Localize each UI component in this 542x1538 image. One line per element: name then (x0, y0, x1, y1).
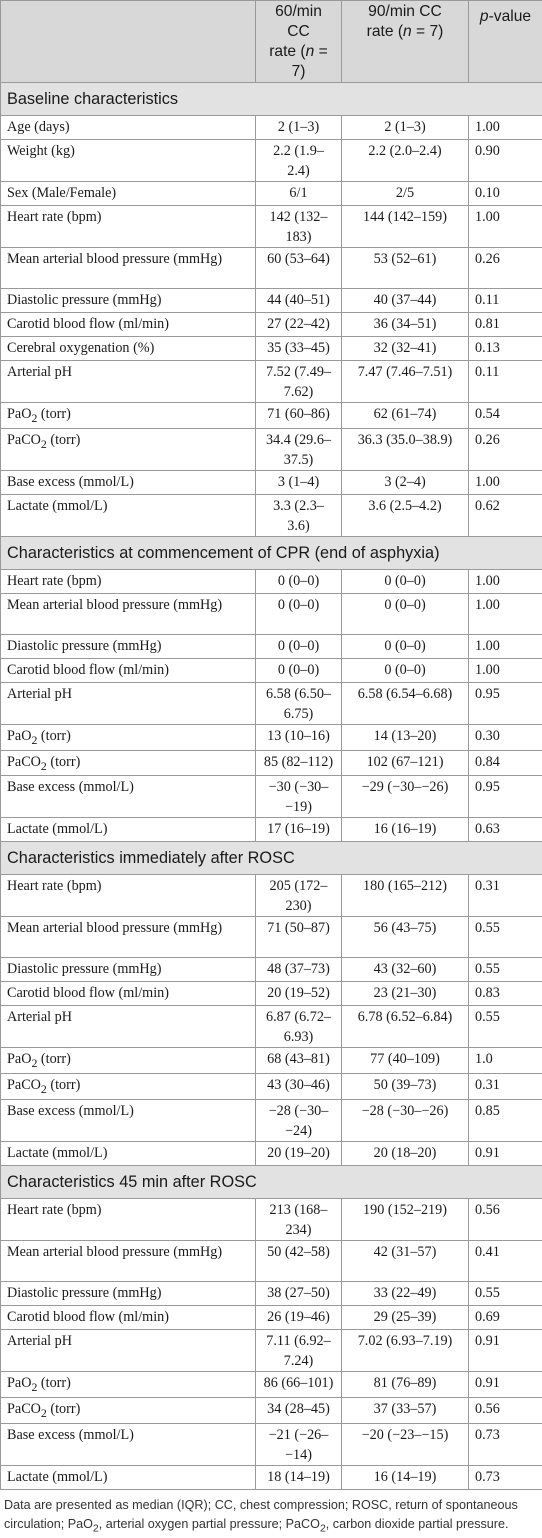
table-row (1, 1372, 542, 1398)
row-label: Lactate (mmol/L) (1, 1142, 256, 1166)
row-label: Lactate (mmol/L) (1, 1465, 256, 1489)
table-row (1, 289, 542, 313)
table-row (1, 140, 542, 182)
cell-60min: 17 (16–19) (256, 818, 342, 842)
table-body (1, 83, 542, 1490)
row-label: Carotid blood flow (ml/min) (1, 313, 256, 337)
cell-90min: 36 (34–51) (342, 313, 469, 337)
header-60min-n: n (306, 43, 315, 60)
cell-90min: 6.58 (6.54–6.68) (342, 682, 469, 724)
row-label: Weight (kg) (1, 140, 256, 182)
header-60min-line1: 60/min CC (275, 3, 322, 40)
cell-90min: 23 (21–30) (342, 982, 469, 1006)
cell-60min: 7.11 (6.92–7.24) (256, 1330, 342, 1372)
table-row (1, 875, 542, 917)
row-label-text: PaO (7, 1375, 31, 1391)
table-row (1, 206, 542, 248)
cell-60min: 34 (28–45) (256, 1397, 342, 1423)
row-label: Diastolic pressure (mmHg) (1, 289, 256, 313)
cell-pvalue: 1.00 (469, 116, 542, 140)
cell-60min: 60 (53–64) (256, 248, 342, 289)
row-label-subscript: 2 (41, 1406, 47, 1420)
cell-pvalue: 1.00 (469, 658, 542, 682)
cell-60min: 20 (19–20) (256, 1142, 342, 1166)
cell-pvalue: 0.73 (469, 1465, 542, 1489)
cell-90min: 2 (1–3) (342, 116, 469, 140)
cell-pvalue: 1.0 (469, 1048, 542, 1074)
header-pvalue-p: p (480, 8, 489, 25)
row-label: Arterial pH (1, 682, 256, 724)
cell-90min: 29 (25–39) (342, 1306, 469, 1330)
row-label-unit: (torr) (47, 432, 80, 448)
table-row (1, 116, 542, 140)
cell-pvalue: 0.55 (469, 1006, 542, 1048)
table-footnote (0, 1490, 542, 1538)
cell-90min: 40 (37–44) (342, 289, 469, 313)
footnote-sub1: 2 (93, 1522, 99, 1534)
table-row (1, 982, 542, 1006)
cell-90min: 37 (33–57) (342, 1397, 469, 1423)
table-row (1, 1330, 542, 1372)
cell-60min: 48 (37–73) (256, 958, 342, 982)
row-label: Arterial pH (1, 1330, 256, 1372)
cell-pvalue: 0.41 (469, 1241, 542, 1282)
cell-90min: 16 (14–19) (342, 1465, 469, 1489)
section-title: Characteristics 45 min after ROSC (1, 1166, 542, 1199)
row-label: Cerebral oxygenation (%) (1, 337, 256, 361)
row-label: Diastolic pressure (mmHg) (1, 958, 256, 982)
cell-pvalue: 0.56 (469, 1397, 542, 1423)
cell-60min: 71 (60–86) (256, 403, 342, 429)
table-row (1, 682, 542, 724)
row-label-unit: (torr) (47, 1077, 80, 1093)
header-90min-line2-pre: rate ( (367, 23, 403, 40)
row-label-unit: (torr) (47, 754, 80, 770)
cell-pvalue: 0.56 (469, 1199, 542, 1241)
row-label-unit: (torr) (37, 406, 70, 422)
row-label (1, 724, 256, 750)
row-label: Lactate (mmol/L) (1, 818, 256, 842)
row-label: Mean arterial blood pressure (mmHg) (1, 917, 256, 958)
cell-90min: 6.78 (6.52–6.84) (342, 1006, 469, 1048)
row-label (1, 1074, 256, 1100)
section-title: Characteristics immediately after ROSC (1, 842, 542, 875)
table-row (1, 1074, 542, 1100)
cell-90min: −28 (−30–−26) (342, 1100, 469, 1142)
cell-90min: 53 (52–61) (342, 248, 469, 289)
cell-60min: 7.52 (7.49–7.62) (256, 361, 342, 403)
cell-90min: 0 (0–0) (342, 634, 469, 658)
table-row (1, 1397, 542, 1423)
row-label: Lactate (mmol/L) (1, 494, 256, 536)
row-label (1, 750, 256, 776)
cell-pvalue: 0.91 (469, 1372, 542, 1398)
cell-90min: 62 (61–74) (342, 403, 469, 429)
header-90min-n: n (403, 23, 412, 40)
cell-60min: 20 (19–52) (256, 982, 342, 1006)
cell-pvalue: 0.81 (469, 313, 542, 337)
cell-pvalue: 0.73 (469, 1423, 542, 1465)
table-row (1, 494, 542, 536)
cell-pvalue: 0.55 (469, 958, 542, 982)
cell-90min: 7.02 (6.93–7.19) (342, 1330, 469, 1372)
row-label-text: PaO (7, 406, 31, 422)
cell-pvalue: 0.85 (469, 1100, 542, 1142)
cell-pvalue: 0.91 (469, 1142, 542, 1166)
row-label-subscript: 2 (41, 437, 47, 451)
row-label-unit: (torr) (37, 1051, 70, 1067)
cell-60min: −30 (−30–−19) (256, 776, 342, 818)
cell-60min: 43 (30–46) (256, 1074, 342, 1100)
table-row (1, 1199, 542, 1241)
table-row (1, 776, 542, 818)
table-row (1, 658, 542, 682)
table-row (1, 1465, 542, 1489)
table-row (1, 1006, 542, 1048)
cell-pvalue: 0.90 (469, 140, 542, 182)
header-empty-cell (1, 1, 256, 83)
cell-pvalue: 1.00 (469, 569, 542, 593)
row-label: Arterial pH (1, 361, 256, 403)
table-row (1, 634, 542, 658)
row-label: Age (days) (1, 116, 256, 140)
row-label (1, 428, 256, 470)
row-label-subscript: 2 (41, 1082, 47, 1096)
row-label: Base excess (mmol/L) (1, 1423, 256, 1465)
header-row (1, 1, 542, 83)
cell-60min: 26 (19–46) (256, 1306, 342, 1330)
row-label: Diastolic pressure (mmHg) (1, 634, 256, 658)
table-row (1, 593, 542, 634)
cell-60min: 85 (82–112) (256, 750, 342, 776)
row-label-unit: (torr) (37, 1375, 70, 1391)
header-90min-group (342, 1, 469, 83)
cell-60min: 27 (22–42) (256, 313, 342, 337)
cell-90min: 2/5 (342, 182, 469, 206)
header-90min-line1: 90/min CC (368, 3, 442, 20)
cell-60min: 34.4 (29.6–37.5) (256, 428, 342, 470)
table-row (1, 1282, 542, 1306)
cell-60min: 0 (0–0) (256, 569, 342, 593)
cell-pvalue: 1.00 (469, 634, 542, 658)
row-label: Sex (Male/Female) (1, 182, 256, 206)
cell-90min: 0 (0–0) (342, 569, 469, 593)
table-row (1, 724, 542, 750)
cell-pvalue: 0.26 (469, 428, 542, 470)
cell-90min: 144 (142–159) (342, 206, 469, 248)
row-label: Carotid blood flow (ml/min) (1, 982, 256, 1006)
cell-pvalue: 0.54 (469, 403, 542, 429)
cell-pvalue: 0.62 (469, 494, 542, 536)
cell-90min: 36.3 (35.0–38.9) (342, 428, 469, 470)
cell-90min: 3 (2–4) (342, 470, 469, 494)
footnote-part1: Data are presented as median (IQR); CC, chest compression; ROSC, return of spontaneous circulation; PaO (4, 1498, 518, 1531)
table-row (1, 1306, 542, 1330)
cell-60min: 213 (168–234) (256, 1199, 342, 1241)
row-label: Diastolic pressure (mmHg) (1, 1282, 256, 1306)
row-label: Base excess (mmol/L) (1, 1100, 256, 1142)
cell-90min: 77 (40–109) (342, 1048, 469, 1074)
cell-90min: 102 (67–121) (342, 750, 469, 776)
header-60min-line2-post: = 7) (292, 43, 328, 80)
cell-pvalue: 0.26 (469, 248, 542, 289)
cell-pvalue: 0.31 (469, 1074, 542, 1100)
footnote-sub2: 2 (320, 1522, 326, 1534)
cell-60min: 50 (42–58) (256, 1241, 342, 1282)
row-label: Base excess (mmol/L) (1, 470, 256, 494)
cell-pvalue: 0.55 (469, 917, 542, 958)
row-label (1, 1397, 256, 1423)
cell-pvalue: 0.83 (469, 982, 542, 1006)
cell-90min: 20 (18–20) (342, 1142, 469, 1166)
table-row (1, 361, 542, 403)
cell-90min: 7.47 (7.46–7.51) (342, 361, 469, 403)
row-label: Heart rate (bpm) (1, 1199, 256, 1241)
row-label-subscript: 2 (31, 1056, 37, 1070)
table-row (1, 470, 542, 494)
table-row (1, 337, 542, 361)
footnote-part2: , arterial oxygen partial pressure; PaCO (99, 1517, 320, 1531)
cell-pvalue: 0.13 (469, 337, 542, 361)
row-label-subscript: 2 (41, 758, 47, 772)
table-row (1, 428, 542, 470)
table-row (1, 403, 542, 429)
cell-pvalue: 0.31 (469, 875, 542, 917)
table-row (1, 1423, 542, 1465)
cell-pvalue: 1.00 (469, 593, 542, 634)
cell-pvalue: 0.11 (469, 361, 542, 403)
cell-60min: 13 (10–16) (256, 724, 342, 750)
footnote-part3: , carbon dioxide partial pressure. (326, 1517, 509, 1531)
cell-60min: 142 (132–183) (256, 206, 342, 248)
section-header-row (1, 1166, 542, 1199)
cell-90min: 42 (31–57) (342, 1241, 469, 1282)
cell-60min: 71 (50–87) (256, 917, 342, 958)
row-label-text: PaO (7, 728, 31, 744)
cell-90min: 14 (13–20) (342, 724, 469, 750)
table-row (1, 248, 542, 289)
cell-pvalue: 0.63 (469, 818, 542, 842)
table-row (1, 1142, 542, 1166)
section-header-row (1, 536, 542, 569)
table-row (1, 1100, 542, 1142)
row-label: Mean arterial blood pressure (mmHg) (1, 248, 256, 289)
row-label (1, 1048, 256, 1074)
row-label-subscript: 2 (31, 411, 37, 425)
cell-60min: 3.3 (2.3–3.6) (256, 494, 342, 536)
section-title: Baseline characteristics (1, 83, 542, 116)
cell-90min: 3.6 (2.5–4.2) (342, 494, 469, 536)
table-row (1, 182, 542, 206)
cell-60min: 6/1 (256, 182, 342, 206)
cell-60min: 2 (1–3) (256, 116, 342, 140)
cell-pvalue: 0.69 (469, 1306, 542, 1330)
cell-pvalue: 0.10 (469, 182, 542, 206)
cell-60min: −28 (−30–−24) (256, 1100, 342, 1142)
table-header (1, 1, 542, 83)
cell-60min: −21 (−26–−14) (256, 1423, 342, 1465)
row-label: Heart rate (bpm) (1, 569, 256, 593)
section-header-row (1, 842, 542, 875)
cell-60min: 0 (0–0) (256, 658, 342, 682)
cell-90min: 0 (0–0) (342, 658, 469, 682)
cell-60min: 68 (43–81) (256, 1048, 342, 1074)
cell-60min: 6.87 (6.72–6.93) (256, 1006, 342, 1048)
cell-90min: 190 (152–219) (342, 1199, 469, 1241)
header-90min-line2-post: = 7) (412, 23, 444, 40)
row-label-subscript: 2 (31, 733, 37, 747)
row-label-text: PaO (7, 1051, 31, 1067)
row-label: Heart rate (bpm) (1, 875, 256, 917)
cell-pvalue: 0.91 (469, 1330, 542, 1372)
cell-90min: 43 (32–60) (342, 958, 469, 982)
table-row (1, 750, 542, 776)
cell-60min: 38 (27–50) (256, 1282, 342, 1306)
cell-90min: 16 (16–19) (342, 818, 469, 842)
table-row (1, 569, 542, 593)
row-label-text: PaCO (7, 754, 41, 770)
cell-60min: 0 (0–0) (256, 634, 342, 658)
cell-90min: −29 (−30–−26) (342, 776, 469, 818)
row-label-subscript: 2 (31, 1380, 37, 1394)
cell-60min: 44 (40–51) (256, 289, 342, 313)
row-label-text: PaCO (7, 1401, 41, 1417)
row-label-unit: (torr) (37, 728, 70, 744)
cell-pvalue: 0.95 (469, 682, 542, 724)
row-label (1, 1372, 256, 1398)
cell-60min: 6.58 (6.50–6.75) (256, 682, 342, 724)
header-60min-group (256, 1, 342, 83)
cell-90min: 56 (43–75) (342, 917, 469, 958)
cell-pvalue: 0.11 (469, 289, 542, 313)
row-label (1, 403, 256, 429)
row-label: Carotid blood flow (ml/min) (1, 1306, 256, 1330)
cell-pvalue: 1.00 (469, 206, 542, 248)
row-label: Heart rate (bpm) (1, 206, 256, 248)
row-label: Mean arterial blood pressure (mmHg) (1, 1241, 256, 1282)
row-label: Arterial pH (1, 1006, 256, 1048)
row-label-text: PaCO (7, 432, 41, 448)
header-pvalue (469, 1, 542, 83)
cell-pvalue: 0.55 (469, 1282, 542, 1306)
cell-90min: 180 (165–212) (342, 875, 469, 917)
table-row (1, 818, 542, 842)
row-label: Base excess (mmol/L) (1, 776, 256, 818)
cell-90min: 33 (22–49) (342, 1282, 469, 1306)
cell-90min: 50 (39–73) (342, 1074, 469, 1100)
table-row (1, 958, 542, 982)
section-title: Characteristics at commencement of CPR (end of asphyxia) (1, 536, 542, 569)
cell-60min: 35 (33–45) (256, 337, 342, 361)
row-label-text: PaCO (7, 1077, 41, 1093)
cell-60min: 0 (0–0) (256, 593, 342, 634)
cell-90min: 32 (32–41) (342, 337, 469, 361)
cell-90min: −20 (−23–−15) (342, 1423, 469, 1465)
table-row (1, 1241, 542, 1282)
table-row (1, 917, 542, 958)
cell-90min: 81 (76–89) (342, 1372, 469, 1398)
cell-90min: 2.2 (2.0–2.4) (342, 140, 469, 182)
cell-pvalue: 0.95 (469, 776, 542, 818)
cell-90min: 0 (0–0) (342, 593, 469, 634)
cell-60min: 2.2 (1.9–2.4) (256, 140, 342, 182)
header-60min-line2-pre: rate ( (269, 43, 305, 60)
table-row (1, 1048, 542, 1074)
cell-pvalue: 0.84 (469, 750, 542, 776)
row-label: Mean arterial blood pressure (mmHg) (1, 593, 256, 634)
cell-60min: 18 (14–19) (256, 1465, 342, 1489)
section-header-row (1, 83, 542, 116)
row-label: Carotid blood flow (ml/min) (1, 658, 256, 682)
cell-60min: 86 (66–101) (256, 1372, 342, 1398)
row-label-unit: (torr) (47, 1401, 80, 1417)
cell-pvalue: 0.30 (469, 724, 542, 750)
cell-60min: 3 (1–4) (256, 470, 342, 494)
cell-60min: 205 (172–230) (256, 875, 342, 917)
table-row (1, 313, 542, 337)
header-pvalue-rest: -value (489, 8, 531, 25)
cell-pvalue: 1.00 (469, 470, 542, 494)
